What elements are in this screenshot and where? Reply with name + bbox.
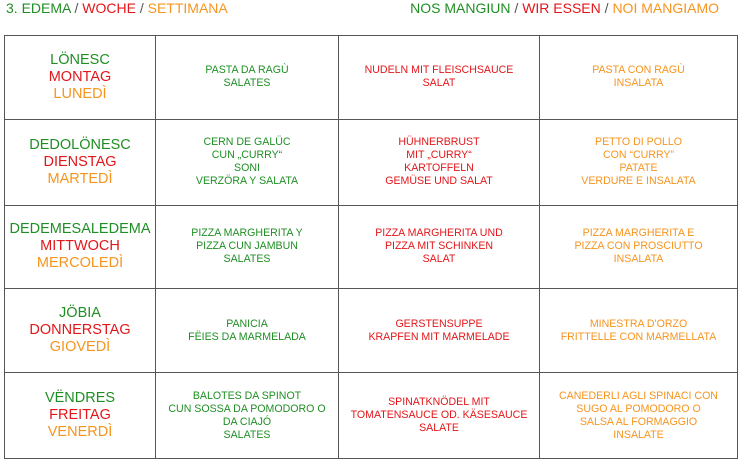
dish-line: MINESTRA D'ORZO [589,317,688,330]
week-label-german: WOCHE [82,0,136,16]
dish-line: FËIES DA MARMELADA [188,330,306,343]
dish-line: PIZZA MIT SCHINKEN [384,240,494,253]
dish-cell-italian [540,119,738,205]
day-row [5,373,738,459]
day-row [5,119,738,205]
day-name-german: MONTAG [48,68,112,85]
day-row [5,36,738,120]
day-name-cell [5,373,156,459]
day-name-italian: LUNEDÌ [53,85,107,102]
dish-cell-ladin [156,36,339,120]
dish-line: SALATE [419,422,459,435]
dish-line: INSALATA [613,77,664,90]
day-row [5,289,738,373]
dish-line: NUDELN MIT FLEISCHSAUCE [364,64,514,77]
header-separator: / [70,0,83,16]
menu-body [5,36,738,459]
dish-line: CANEDERLI AGLI SPINACI CON [559,389,718,402]
day-name-ladin: JÖBIA [59,305,101,322]
dish-line: CERN DE GALÜC [203,136,291,149]
dish-line: FRITTELLE CON MARMELLATA [560,330,717,343]
dish-line: INSALATA [613,253,664,266]
dish-line: PIZZA CUN JAMBUN [196,240,298,253]
dish-cell-italian [540,205,738,289]
day-name-german: DIENSTAG [43,153,117,170]
dish-line: CUN „CURRY“ [211,149,283,162]
dish-line: PIZZA MARGHERITA Y [191,227,303,240]
dish-line: HÜHNERBRUST [398,136,480,149]
dish-line: SALATES [223,77,271,90]
day-name-cell [5,119,156,205]
dish-line: KRAPFEN MIT MARMELADE [368,330,510,343]
dish-line: PASTA CON RAGÙ [592,64,685,77]
dish-line: BALOTES DA SPINOT [192,389,302,402]
dish-cell-ladin [156,373,339,459]
dish-line: PANICIA [226,317,268,330]
dish-line: SALATES [223,428,271,441]
header-separator: / [135,0,148,16]
dish-line: PIZZA MARGHERITA UND [375,227,503,240]
day-name-german: FREITAG [49,407,111,424]
header-separator: / [600,0,613,16]
day-name-italian: MARTEDÌ [47,170,113,187]
header-separator: / [510,0,523,16]
dish-cell-italian [540,289,738,373]
dish-line: SALAT [422,253,456,266]
weekly-menu-table [4,35,738,459]
day-name-ladin: VËNDRES [44,390,116,407]
dish-cell-german [339,36,540,120]
day-name-italian: GIOVEDÌ [49,339,111,356]
day-row [5,205,738,289]
we-eat-label-ladin: NOS MANGIUN [410,0,511,16]
dish-line: CUN SOSSA DA POMODORO O [168,402,326,415]
we-eat-label-german: WIR ESSEN [522,0,601,16]
dish-cell-ladin [156,289,339,373]
dish-line: SUGO AL POMODORO O [576,402,701,415]
day-name-cell [5,36,156,120]
dish-line: SALAT [422,77,456,90]
dish-line: SPINATKNÖDEL MIT [388,396,490,409]
day-name-italian: MERCOLEDÌ [36,255,124,272]
dish-cell-german [339,205,540,289]
day-name-ladin: LÖNESC [50,51,110,68]
day-name-ladin: DEDEMESALEDEMA [9,221,151,238]
dish-line: PIZZA CON PROSCIUTTO [574,240,703,253]
dish-cell-italian [540,373,738,459]
we-eat-header [410,0,719,16]
dish-cell-german [339,119,540,205]
dish-line: TOMATENSAUCE OD. KÄSESAUCE [350,409,528,422]
dish-line: PATATE [619,162,658,175]
dish-cell-german [339,373,540,459]
dish-line: SALSA AL FORMAGGIO [579,415,698,428]
dish-line: PETTO DI POLLO [595,136,682,149]
day-name-cell [5,289,156,373]
dish-line: INSALATE [613,428,664,441]
dish-line: KARTOFFELN [404,162,474,175]
dish-line: VERZÖRA Y SALATA [195,175,299,188]
dish-line: SALATES [223,253,271,266]
dish-line: PASTA DA RAGÙ [205,64,289,77]
day-name-german: MITTWOCH [40,238,120,255]
dish-cell-german [339,289,540,373]
week-label-italian: SETTIMANA [147,0,228,16]
week-header [6,0,228,16]
dish-line: DA CIAJÓ [222,415,272,428]
dish-cell-italian [540,36,738,120]
day-name-cell [5,205,156,289]
dish-line: VERDURE E INSALATA [581,175,696,188]
day-name-italian: VENERDÌ [47,424,113,441]
dish-line: GERSTENSUPPE [395,317,483,330]
dish-cell-ladin [156,119,339,205]
dish-line: SONI [234,162,260,175]
dish-line: PIZZA MARGHERITA E [582,227,695,240]
week-label-ladin: 3. EDEMA [6,0,71,16]
we-eat-label-italian: NOI MANGIAMO [612,0,719,16]
day-name-german: DONNERSTAG [29,322,131,339]
dish-line: GEMÜSE UND SALAT [385,175,493,188]
dish-line: MIT „CURRY“ [406,149,472,162]
day-name-ladin: DEDOLÖNESC [29,136,131,153]
dish-cell-ladin [156,205,339,289]
dish-line: CON “CURRY” [602,149,675,162]
